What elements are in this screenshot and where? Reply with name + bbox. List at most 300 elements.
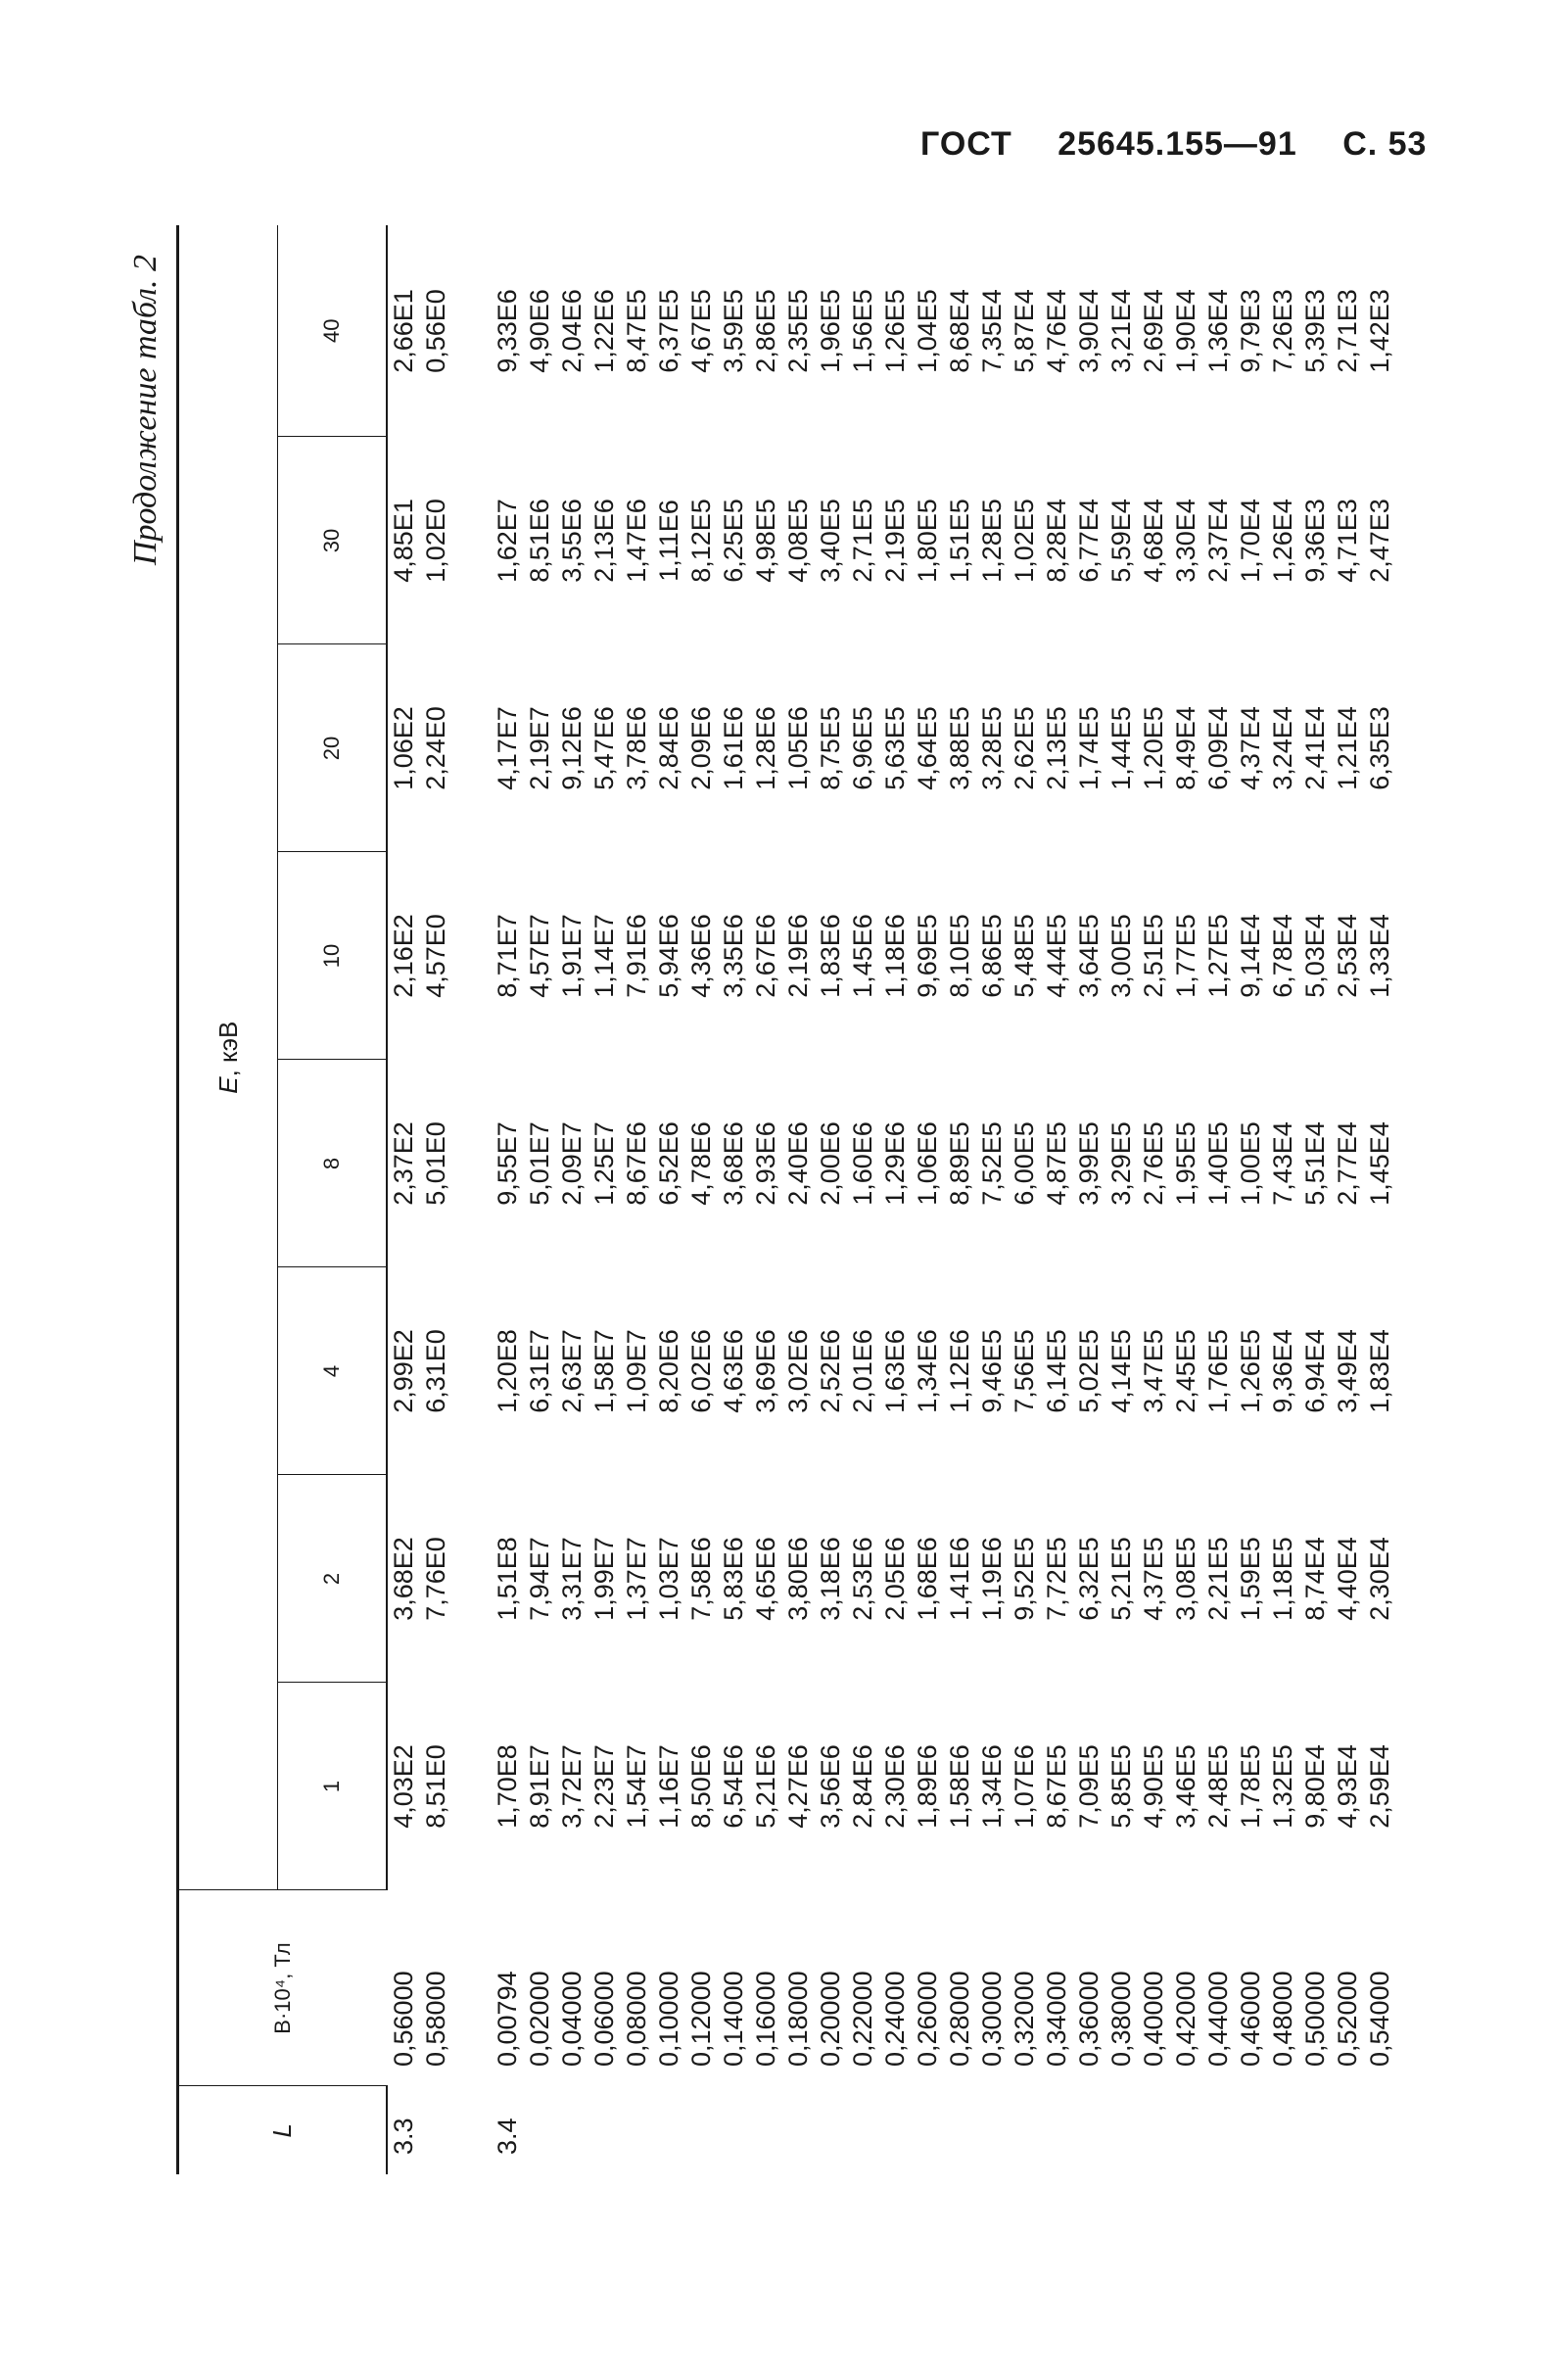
table-cell: 3,99E5 bbox=[1074, 1121, 1104, 1206]
table-cell: 0,56E0 bbox=[421, 289, 450, 373]
cell-L bbox=[556, 2086, 588, 2174]
table-cell: 1,62E7 bbox=[493, 499, 522, 583]
table-row bbox=[1041, 225, 1073, 2174]
table-cell: 1,06E2 bbox=[389, 706, 418, 790]
cell-L bbox=[750, 2086, 782, 2174]
table-cell: 5,63E5 bbox=[880, 706, 910, 790]
table-cell: 2,19E7 bbox=[525, 706, 554, 790]
table-cell: 8,51E6 bbox=[525, 499, 554, 583]
table-cell: 1,45E6 bbox=[848, 914, 877, 998]
table-cell: 2,67E6 bbox=[751, 914, 780, 998]
table-cell: 1,51E5 bbox=[945, 499, 974, 583]
table-cell: 6,37E5 bbox=[654, 289, 683, 373]
table-caption: Продолжение табл. 2 bbox=[127, 255, 164, 566]
table-cell: 1,11E6 bbox=[654, 500, 683, 582]
table-cell: 2,01E6 bbox=[848, 1329, 877, 1413]
table-cell: 4,14E5 bbox=[1106, 1329, 1136, 1413]
table-cell: 8,51E0 bbox=[421, 1744, 450, 1829]
table-cell: 2,09E7 bbox=[557, 1121, 587, 1206]
table-cell: 9,12E6 bbox=[557, 706, 587, 790]
cell-B: 0,38000 bbox=[1106, 1971, 1136, 2067]
table-row bbox=[588, 225, 621, 2174]
table-cell: 2,63E7 bbox=[557, 1329, 587, 1413]
table-cell: 6,00E5 bbox=[1010, 1121, 1039, 1206]
table-cell: 8,28E4 bbox=[1042, 499, 1071, 583]
table-cell: 8,67E5 bbox=[1042, 1744, 1071, 1829]
table-cell: 1,74E5 bbox=[1074, 706, 1104, 790]
table-cell: 3,88E5 bbox=[945, 706, 974, 790]
table-row bbox=[420, 225, 452, 2174]
table-cell: 2,04E6 bbox=[557, 289, 587, 373]
table-cell: 4,17E7 bbox=[493, 706, 522, 790]
table-cell: 2,13E5 bbox=[1042, 706, 1071, 790]
cell-B: 0,24000 bbox=[880, 1971, 910, 2067]
table-cell: 2,71E3 bbox=[1333, 289, 1362, 373]
table-cell: 7,43E4 bbox=[1268, 1121, 1297, 1206]
page-number: С. 53 bbox=[1342, 125, 1428, 163]
table-cell: 3,31E7 bbox=[557, 1537, 587, 1621]
table-cell: 1,99E7 bbox=[589, 1537, 619, 1621]
table-row bbox=[556, 225, 588, 2174]
table-cell: 5,85E5 bbox=[1106, 1744, 1136, 1829]
table-cell: 8,75E5 bbox=[816, 706, 845, 790]
table-row bbox=[912, 225, 944, 2174]
table-cell: 4,87E5 bbox=[1042, 1121, 1071, 1206]
cell-L bbox=[944, 2086, 976, 2174]
table-cell: 4,37E5 bbox=[1139, 1537, 1168, 1621]
table-cell: 1,95E5 bbox=[1171, 1121, 1200, 1206]
data-table bbox=[176, 225, 1396, 2174]
table-cell: 4,36E6 bbox=[686, 914, 716, 998]
table-cell: 4,63E6 bbox=[719, 1329, 748, 1413]
table-cell: 7,72E5 bbox=[1042, 1537, 1071, 1621]
cell-L bbox=[1073, 2086, 1105, 2174]
table-cell: 2,99E2 bbox=[389, 1329, 418, 1413]
table-cell: 2,00E6 bbox=[816, 1121, 845, 1206]
cell-L bbox=[1138, 2086, 1170, 2174]
table-cell: 3,69E6 bbox=[751, 1329, 780, 1413]
table-cell: 1,20E8 bbox=[493, 1329, 522, 1413]
table-cell: 1,18E5 bbox=[1268, 1537, 1297, 1621]
cell-L bbox=[588, 2086, 621, 2174]
table-cell: 3,08E5 bbox=[1171, 1537, 1200, 1621]
table-cell: 3,49E4 bbox=[1333, 1329, 1362, 1413]
table-cell: 2,05E6 bbox=[880, 1537, 910, 1621]
table-cell: 7,58E6 bbox=[686, 1537, 716, 1621]
table-cell: 6,09E4 bbox=[1203, 706, 1233, 790]
table-cell: 2,62E5 bbox=[1010, 706, 1039, 790]
table-cell: 2,13E6 bbox=[589, 499, 619, 583]
cell-L bbox=[685, 2086, 718, 2174]
table-cell: 4,90E6 bbox=[525, 289, 554, 373]
cell-B: 0,42000 bbox=[1171, 1971, 1200, 2067]
table-cell: 3,72E7 bbox=[557, 1744, 587, 1829]
table-cell: 8,67E6 bbox=[622, 1121, 651, 1206]
table-cell: 3,21E4 bbox=[1106, 289, 1136, 373]
table-cell: 8,47E5 bbox=[622, 289, 651, 373]
table-cell: 1,09E7 bbox=[622, 1329, 651, 1413]
table-cell: 9,55E7 bbox=[493, 1121, 522, 1206]
table-cell: 3,18E6 bbox=[816, 1537, 845, 1621]
table-cell: 4,44E5 bbox=[1042, 914, 1071, 998]
table-row bbox=[782, 225, 815, 2174]
table-cell: 9,46E5 bbox=[977, 1329, 1007, 1413]
table-cell: 6,94E4 bbox=[1300, 1329, 1330, 1413]
cell-L bbox=[1299, 2086, 1332, 2174]
table-cell: 4,85E1 bbox=[389, 499, 418, 583]
table-cell: 1,02E0 bbox=[421, 499, 450, 583]
table-row bbox=[1202, 225, 1235, 2174]
table-row bbox=[1170, 225, 1202, 2174]
table-cell: 8,20E6 bbox=[654, 1329, 683, 1413]
table-row bbox=[976, 225, 1009, 2174]
table-cell: 5,59E4 bbox=[1106, 499, 1136, 583]
cell-L bbox=[1202, 2086, 1235, 2174]
table-cell: 1,91E7 bbox=[557, 914, 587, 998]
cell-L: 3.3 bbox=[389, 2118, 418, 2155]
table-cell: 4,76E4 bbox=[1042, 289, 1071, 373]
cell-L bbox=[420, 2086, 452, 2174]
table-cell: 1,54E7 bbox=[622, 1744, 651, 1829]
table-cell: 2,16E2 bbox=[389, 914, 418, 998]
cell-B: 0,08000 bbox=[622, 1971, 651, 2067]
table-cell: 6,52E6 bbox=[654, 1121, 683, 1206]
table-cell: 4,68E4 bbox=[1139, 499, 1168, 583]
table-cell: 3,78E6 bbox=[622, 706, 651, 790]
table-cell: 1,83E6 bbox=[816, 914, 845, 998]
cell-B: 0,44000 bbox=[1203, 1971, 1233, 2067]
table-cell: 2,84E6 bbox=[848, 1744, 877, 1829]
table-cell: 5,87E4 bbox=[1010, 289, 1039, 373]
cell-L bbox=[782, 2086, 815, 2174]
table-cell: 1,16E7 bbox=[654, 1744, 683, 1829]
cell-B: 0,22000 bbox=[848, 1971, 877, 2067]
table-cell: 5,47E6 bbox=[589, 706, 619, 790]
table-cell: 1,83E4 bbox=[1365, 1329, 1394, 1413]
table-cell: 1,56E5 bbox=[848, 289, 877, 373]
table-cell: 1,68E6 bbox=[913, 1537, 942, 1621]
table-cell: 5,01E7 bbox=[525, 1121, 554, 1206]
table-cell: 2,41E4 bbox=[1300, 706, 1330, 790]
table-cell: 2,76E5 bbox=[1139, 1121, 1168, 1206]
table-cell: 1,59E5 bbox=[1236, 1537, 1265, 1621]
cell-B: 0,32000 bbox=[1010, 1971, 1039, 2067]
energy-values-row bbox=[278, 225, 388, 2174]
col-header-B: B·10⁴, Тл bbox=[178, 1890, 388, 2086]
cell-B: 0,28000 bbox=[945, 1971, 974, 2067]
cell-L bbox=[524, 2086, 556, 2174]
energy-header-30: 30 bbox=[278, 437, 388, 644]
cell-B: 0,26000 bbox=[913, 1971, 942, 2067]
table-cell: 8,74E4 bbox=[1300, 1537, 1330, 1621]
cell-B: 0,00794 bbox=[493, 1971, 522, 2067]
table-cell: 4,78E6 bbox=[686, 1121, 716, 1206]
table-cell: 2,71E5 bbox=[848, 499, 877, 583]
table-cell: 7,52E5 bbox=[977, 1121, 1007, 1206]
table-cell: 4,67E5 bbox=[686, 289, 716, 373]
cell-B: 0,46000 bbox=[1236, 1971, 1265, 2067]
table-cell: 2,86E5 bbox=[751, 289, 780, 373]
table-row bbox=[1267, 225, 1299, 2174]
table-row bbox=[1299, 225, 1332, 2174]
table-cell: 7,94E7 bbox=[525, 1537, 554, 1621]
table-cell: 6,25E5 bbox=[719, 499, 748, 583]
table-cell: 1,80E5 bbox=[913, 499, 942, 583]
cell-B: 0,40000 bbox=[1139, 1971, 1168, 2067]
table-row bbox=[621, 225, 653, 2174]
table-cell: 6,96E5 bbox=[848, 706, 877, 790]
table-cell: 1,41E6 bbox=[945, 1537, 974, 1621]
table-cell: 1,19E6 bbox=[977, 1537, 1007, 1621]
table-cell: 1,58E7 bbox=[589, 1329, 619, 1413]
cell-B: 0,56000 bbox=[388, 1971, 418, 2067]
table-row bbox=[1364, 225, 1396, 2174]
col-header-L: L bbox=[178, 2086, 388, 2174]
cell-L bbox=[653, 2086, 685, 2174]
table-row bbox=[944, 225, 976, 2174]
table-cell: 3,56E6 bbox=[816, 1744, 845, 1829]
table-row bbox=[524, 225, 556, 2174]
table-row bbox=[1073, 225, 1105, 2174]
table-cell: 3,29E5 bbox=[1106, 1121, 1136, 1206]
group-spacer bbox=[452, 225, 492, 2174]
energy-header-4: 4 bbox=[278, 1267, 388, 1475]
table-cell: 1,02E5 bbox=[1010, 499, 1039, 583]
table-cell: 6,02E6 bbox=[686, 1329, 716, 1413]
table-cell: 3,90E4 bbox=[1074, 289, 1104, 373]
table-cell: 1,42E3 bbox=[1365, 289, 1394, 373]
table-cell: 1,03E7 bbox=[654, 1537, 683, 1621]
table-cell: 7,76E0 bbox=[421, 1537, 450, 1621]
table-cell: 9,69E5 bbox=[913, 914, 942, 998]
table-cell: 8,10E5 bbox=[945, 914, 974, 998]
table-cell: 6,35E3 bbox=[1365, 706, 1394, 790]
table-cell: 1,77E5 bbox=[1171, 914, 1200, 998]
table-cell: 1,22E6 bbox=[589, 289, 619, 373]
table-cell: 3,46E5 bbox=[1171, 1744, 1200, 1829]
table-cell: 4,27E6 bbox=[783, 1744, 813, 1829]
table-cell: 3,47E5 bbox=[1139, 1329, 1168, 1413]
table-cell: 2,23E7 bbox=[589, 1744, 619, 1829]
cell-L bbox=[879, 2086, 912, 2174]
table-cell: 8,50E6 bbox=[686, 1744, 716, 1829]
table-cell: 1,12E6 bbox=[945, 1329, 974, 1413]
table-cell: 6,32E5 bbox=[1074, 1537, 1104, 1621]
table-cell: 3,68E2 bbox=[389, 1537, 418, 1621]
table-row bbox=[492, 225, 524, 2174]
table-cell: 3,28E5 bbox=[977, 706, 1007, 790]
table-cell: 1,26E5 bbox=[880, 289, 910, 373]
table-cell: 1,61E6 bbox=[719, 706, 748, 790]
table-cell: 1,76E5 bbox=[1203, 1329, 1233, 1413]
table-cell: 5,03E4 bbox=[1300, 914, 1330, 998]
table-cell: 8,71E7 bbox=[493, 914, 522, 998]
cell-L: 3.4 bbox=[493, 2118, 522, 2155]
table-cell: 1,51E8 bbox=[493, 1537, 522, 1621]
cell-B: 0,16000 bbox=[751, 1971, 780, 2067]
cell-L bbox=[621, 2086, 653, 2174]
table-cell: 3,00E5 bbox=[1106, 914, 1136, 998]
page-header bbox=[920, 125, 1462, 164]
table-cell: 1,70E8 bbox=[493, 1744, 522, 1829]
table-cell: 8,89E5 bbox=[945, 1121, 974, 1206]
table-cell: 2,53E4 bbox=[1333, 914, 1362, 998]
cell-B: 0,54000 bbox=[1365, 1971, 1394, 2067]
cell-B: 0,06000 bbox=[589, 1971, 619, 2067]
table-cell: 2,59E4 bbox=[1365, 1744, 1394, 1829]
table-cell: 1,26E4 bbox=[1268, 499, 1297, 583]
table-cell: 1,00E5 bbox=[1236, 1121, 1265, 1206]
cell-L bbox=[1364, 2086, 1396, 2174]
table-cell: 3,64E5 bbox=[1074, 914, 1104, 998]
table-cell: 2,51E5 bbox=[1139, 914, 1168, 998]
table-cell: 5,48E5 bbox=[1010, 914, 1039, 998]
table-cell: 1,33E4 bbox=[1365, 914, 1394, 998]
table-cell: 1,26E5 bbox=[1236, 1329, 1265, 1413]
table-cell: 2,37E2 bbox=[389, 1121, 418, 1206]
table-cell: 1,96E5 bbox=[816, 289, 845, 373]
cell-B: 0,34000 bbox=[1042, 1971, 1071, 2067]
energy-header-2: 2 bbox=[278, 1475, 388, 1683]
energy-header-40: 40 bbox=[278, 225, 388, 437]
table-cell: 1,47E6 bbox=[622, 499, 651, 583]
table-cell: 4,37E4 bbox=[1236, 706, 1265, 790]
table-cell: 1,04E5 bbox=[913, 289, 942, 373]
table-cell: 1,28E6 bbox=[751, 706, 780, 790]
table-cell: 5,02E5 bbox=[1074, 1329, 1104, 1413]
table-cell: 4,57E7 bbox=[525, 914, 554, 998]
table-row bbox=[653, 225, 685, 2174]
table-cell: 3,02E6 bbox=[783, 1329, 813, 1413]
table-row bbox=[815, 225, 847, 2174]
cell-L bbox=[1041, 2086, 1073, 2174]
table-cell: 2,52E6 bbox=[816, 1329, 845, 1413]
cell-B: 0,20000 bbox=[816, 1971, 845, 2067]
table-row bbox=[1138, 225, 1170, 2174]
table-cell: 2,30E4 bbox=[1365, 1537, 1394, 1621]
table-cell: 1,90E4 bbox=[1171, 289, 1200, 373]
table-cell: 1,89E6 bbox=[913, 1744, 942, 1829]
table-cell: 2,09E6 bbox=[686, 706, 716, 790]
cell-B: 0,02000 bbox=[525, 1971, 554, 2067]
table-cell: 5,39E3 bbox=[1300, 289, 1330, 373]
cell-B: 0,58000 bbox=[421, 1971, 450, 2067]
table-row bbox=[1009, 225, 1041, 2174]
table-cell: 4,03E2 bbox=[389, 1744, 418, 1829]
table-cell: 6,14E5 bbox=[1042, 1329, 1071, 1413]
energy-header-20: 20 bbox=[278, 644, 388, 852]
cell-B: 0,50000 bbox=[1300, 1971, 1330, 2067]
table-cell: 3,24E4 bbox=[1268, 706, 1297, 790]
cell-L bbox=[1009, 2086, 1041, 2174]
table-cell: 9,14E4 bbox=[1236, 914, 1265, 998]
table-cell: 3,30E4 bbox=[1171, 499, 1200, 583]
cell-L bbox=[815, 2086, 847, 2174]
table-cell: 7,26E3 bbox=[1268, 289, 1297, 373]
table-cell: 2,19E5 bbox=[880, 499, 910, 583]
cell-B: 0,18000 bbox=[783, 1971, 813, 2067]
table-cell: 6,86E5 bbox=[977, 914, 1007, 998]
table-cell: 1,58E6 bbox=[945, 1744, 974, 1829]
table-cell: 5,01E0 bbox=[421, 1121, 450, 1206]
table-cell: 2,69E4 bbox=[1139, 289, 1168, 373]
table-cell: 5,51E4 bbox=[1300, 1121, 1330, 1206]
energy-header bbox=[178, 225, 278, 1890]
cell-B: 0,30000 bbox=[977, 1971, 1007, 2067]
table-cell: 1,45E4 bbox=[1365, 1121, 1394, 1206]
table-cell: 6,77E4 bbox=[1074, 499, 1104, 583]
standard-label: ГОСТ bbox=[920, 125, 1012, 163]
table-cell: 1,34E6 bbox=[913, 1329, 942, 1413]
table-cell: 1,21E4 bbox=[1333, 706, 1362, 790]
table-cell: 4,98E5 bbox=[751, 499, 780, 583]
table-cell: 9,79E3 bbox=[1236, 289, 1265, 373]
energy-header-8: 8 bbox=[278, 1060, 388, 1267]
table-cell: 1,07E6 bbox=[1010, 1744, 1039, 1829]
cell-L bbox=[1170, 2086, 1202, 2174]
energy-unit: , кэВ bbox=[212, 1021, 243, 1077]
table-cell: 2,77E4 bbox=[1333, 1121, 1362, 1206]
table-cell: 3,80E6 bbox=[783, 1537, 813, 1621]
table-cell: 5,94E6 bbox=[654, 914, 683, 998]
cell-B: 0,52000 bbox=[1333, 1971, 1362, 2067]
table-cell: 5,83E6 bbox=[719, 1537, 748, 1621]
table-cell: 1,05E6 bbox=[783, 706, 813, 790]
table-cell: 2,66E1 bbox=[389, 289, 418, 373]
table-row bbox=[1105, 225, 1138, 2174]
cell-L bbox=[1332, 2086, 1364, 2174]
table-cell: 4,40E4 bbox=[1333, 1537, 1362, 1621]
cell-L bbox=[976, 2086, 1009, 2174]
table-cell: 2,45E5 bbox=[1171, 1329, 1200, 1413]
table-cell: 1,78E5 bbox=[1236, 1744, 1265, 1829]
table-cell: 7,09E5 bbox=[1074, 1744, 1104, 1829]
table-cell: 9,33E6 bbox=[493, 289, 522, 373]
table-cell: 1,14E7 bbox=[589, 914, 619, 998]
cell-L bbox=[718, 2086, 750, 2174]
table-cell: 2,35E5 bbox=[783, 289, 813, 373]
energy-header-1: 1 bbox=[278, 1683, 388, 1890]
table-cell: 1,29E6 bbox=[880, 1121, 910, 1206]
table-cell: 9,80E4 bbox=[1300, 1744, 1330, 1829]
table-cell: 1,06E6 bbox=[913, 1121, 942, 1206]
table-cell: 1,60E6 bbox=[848, 1121, 877, 1206]
table-cell: 4,90E5 bbox=[1139, 1744, 1168, 1829]
table-cell: 1,20E5 bbox=[1139, 706, 1168, 790]
table-cell: 1,36E4 bbox=[1203, 289, 1233, 373]
table-cell: 4,08E5 bbox=[783, 499, 813, 583]
standard-number: 25645.155—91 bbox=[1058, 125, 1297, 163]
table-cell: 5,21E6 bbox=[751, 1744, 780, 1829]
table-cell: 2,21E5 bbox=[1203, 1537, 1233, 1621]
cell-L bbox=[1235, 2086, 1267, 2174]
table-cell: 2,40E6 bbox=[783, 1121, 813, 1206]
cell-B: 0,36000 bbox=[1074, 1971, 1104, 2067]
table-cell: 3,68E6 bbox=[719, 1121, 748, 1206]
table-row bbox=[685, 225, 718, 2174]
table-cell: 6,54E6 bbox=[719, 1744, 748, 1829]
table-row bbox=[1235, 225, 1267, 2174]
table-cell: 4,65E6 bbox=[751, 1537, 780, 1621]
table-cell: 9,36E3 bbox=[1300, 499, 1330, 583]
cell-L bbox=[912, 2086, 944, 2174]
cell-L bbox=[1267, 2086, 1299, 2174]
table-cell: 9,52E5 bbox=[1010, 1537, 1039, 1621]
table-cell: 2,48E5 bbox=[1203, 1744, 1233, 1829]
table-cell: 8,91E7 bbox=[525, 1744, 554, 1829]
table-row bbox=[1332, 225, 1364, 2174]
table-cell: 2,24E0 bbox=[421, 706, 450, 790]
